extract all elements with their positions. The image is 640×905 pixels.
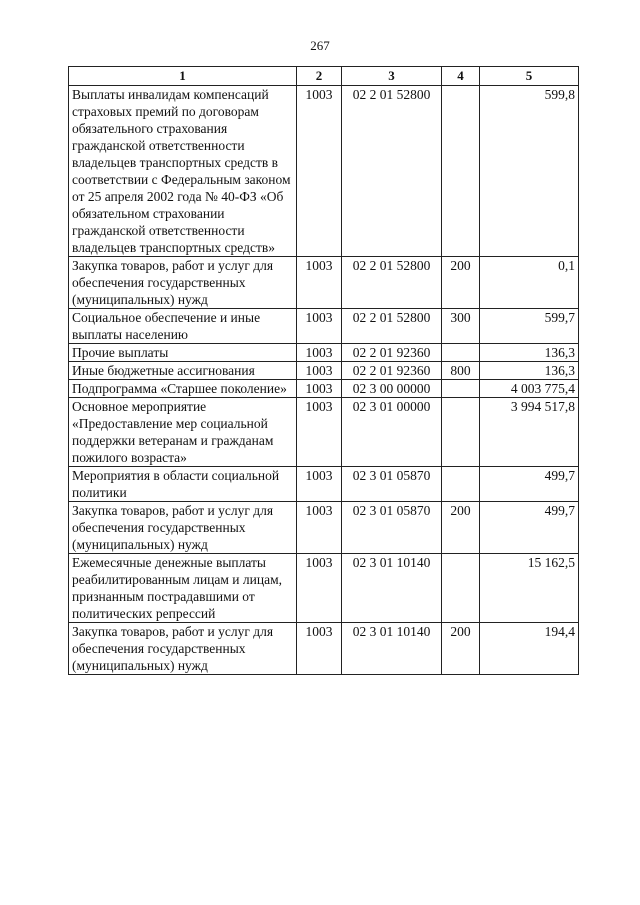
header-row xyxy=(69,67,579,86)
table-row xyxy=(69,362,579,380)
row-target-code: 02 2 01 52800 xyxy=(342,86,442,257)
row-expense-type xyxy=(442,398,480,467)
row-section: 1003 xyxy=(297,257,342,309)
row-section: 1003 xyxy=(297,554,342,623)
row-name: Социальное обеспечение и иные выплаты населению xyxy=(69,309,297,344)
row-amount: 136,3 xyxy=(480,362,579,380)
row-name: Прочие выплаты xyxy=(69,344,297,362)
budget-table xyxy=(68,66,579,675)
row-amount: 4 003 775,4 xyxy=(480,380,579,398)
row-expense-type: 200 xyxy=(442,623,480,675)
row-name: Мероприятия в области социальной политики xyxy=(69,467,297,502)
row-section: 1003 xyxy=(297,623,342,675)
row-name: Основное мероприятие «Предоставление мер социальной поддержки ветеранам и гражданам пожилого возраста» xyxy=(69,398,297,467)
header-col-target: 3 xyxy=(342,67,442,86)
row-section: 1003 xyxy=(297,398,342,467)
table-row xyxy=(69,309,579,344)
row-name: Ежемесячные денежные выплаты реабилитированным лицам и лицам, признанным пострадавшими от политических репрессий xyxy=(69,554,297,623)
row-expense-type xyxy=(442,86,480,257)
row-section: 1003 xyxy=(297,86,342,257)
row-expense-type: 200 xyxy=(442,257,480,309)
row-name: Закупка товаров, работ и услуг для обеспечения государственных (муниципальных) нужд xyxy=(69,623,297,675)
row-name: Закупка товаров, работ и услуг для обеспечения государственных (муниципальных) нужд xyxy=(69,257,297,309)
row-section: 1003 xyxy=(297,344,342,362)
row-expense-type xyxy=(442,380,480,398)
table-row xyxy=(69,344,579,362)
table-row xyxy=(69,502,579,554)
row-section: 1003 xyxy=(297,467,342,502)
table-body xyxy=(69,86,579,675)
row-name: Подпрограмма «Старшее поколение» xyxy=(69,380,297,398)
header-col-vr: 4 xyxy=(442,67,480,86)
row-amount: 499,7 xyxy=(480,502,579,554)
row-section: 1003 xyxy=(297,502,342,554)
row-section: 1003 xyxy=(297,362,342,380)
table-row xyxy=(69,257,579,309)
row-amount: 599,7 xyxy=(480,309,579,344)
row-target-code: 02 2 01 52800 xyxy=(342,309,442,344)
header-col-amount: 5 xyxy=(480,67,579,86)
header-col-section: 2 xyxy=(297,67,342,86)
row-amount: 0,1 xyxy=(480,257,579,309)
row-expense-type xyxy=(442,554,480,623)
row-target-code: 02 2 01 52800 xyxy=(342,257,442,309)
row-target-code: 02 3 01 10140 xyxy=(342,554,442,623)
row-target-code: 02 3 01 05870 xyxy=(342,502,442,554)
header-col-name: 1 xyxy=(69,67,297,86)
row-amount: 194,4 xyxy=(480,623,579,675)
row-target-code: 02 2 01 92360 xyxy=(342,344,442,362)
row-amount: 136,3 xyxy=(480,344,579,362)
row-name: Закупка товаров, работ и услуг для обеспечения государственных (муниципальных) нужд xyxy=(69,502,297,554)
row-name: Выплаты инвалидам компенсаций страховых премий по договорам обязательного страхования гражданской ответственности владельцев транспортных средств в соответствии с Федеральным законом от 25 апреля 2002 года № 40-ФЗ «Об обязательном страховании гражданской ответственности владельцев транспортных средств» xyxy=(69,86,297,257)
row-name: Иные бюджетные ассигнования xyxy=(69,362,297,380)
row-expense-type: 800 xyxy=(442,362,480,380)
page-number: 267 xyxy=(310,38,330,53)
row-target-code: 02 2 01 92360 xyxy=(342,362,442,380)
row-target-code: 02 3 01 00000 xyxy=(342,398,442,467)
row-expense-type: 300 xyxy=(442,309,480,344)
table-row xyxy=(69,398,579,467)
row-target-code: 02 3 00 00000 xyxy=(342,380,442,398)
row-section: 1003 xyxy=(297,309,342,344)
table-row xyxy=(69,554,579,623)
table-row xyxy=(69,86,579,257)
table-row xyxy=(69,623,579,675)
table-row xyxy=(69,380,579,398)
row-amount: 15 162,5 xyxy=(480,554,579,623)
row-target-code: 02 3 01 05870 xyxy=(342,467,442,502)
row-amount: 599,8 xyxy=(480,86,579,257)
row-target-code: 02 3 01 10140 xyxy=(342,623,442,675)
row-expense-type: 200 xyxy=(442,502,480,554)
row-amount: 3 994 517,8 xyxy=(480,398,579,467)
row-expense-type xyxy=(442,344,480,362)
row-section: 1003 xyxy=(297,380,342,398)
row-expense-type xyxy=(442,467,480,502)
table-header xyxy=(69,67,579,86)
table-row xyxy=(69,467,579,502)
row-amount: 499,7 xyxy=(480,467,579,502)
